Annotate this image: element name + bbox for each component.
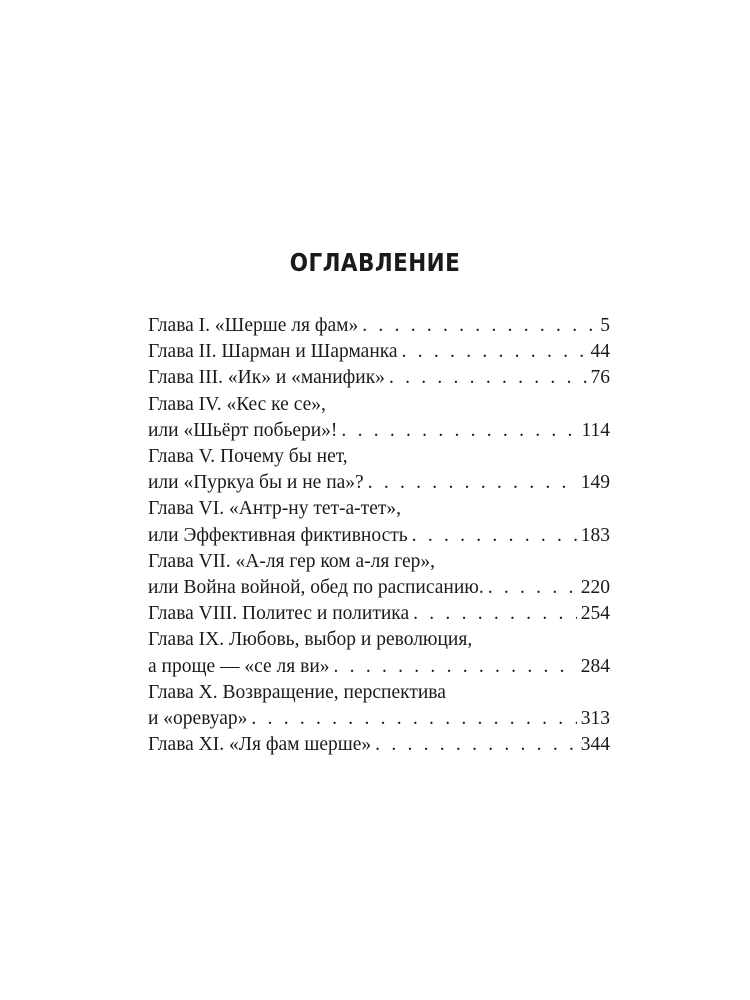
toc-entry: [148, 732, 610, 758]
toc-entry-line: [148, 496, 610, 522]
toc-entry-line: [148, 392, 610, 418]
chapter-title-text: Глава VIII. Политес и политика: [148, 603, 410, 625]
toc-entry: [148, 680, 610, 732]
toc-entry-last-line: [148, 706, 610, 732]
chapter-title-text: Глава XI. «Ля фам шерше»: [148, 734, 372, 756]
page-number: 114: [581, 419, 610, 441]
page-number: 44: [590, 341, 610, 363]
toc-entry-last-line: [148, 418, 610, 444]
chapter-title-text: Глава IV. «Кес ке се»,: [148, 393, 326, 415]
dot-leader: [389, 365, 587, 391]
dot-leader: [402, 339, 587, 365]
chapter-title-text: Глава III. «Ик» и «манифик»: [148, 367, 385, 389]
toc-entry-last-line: [148, 365, 610, 391]
toc-entry-last-line: [148, 732, 610, 758]
toc-entry-last-line: [148, 313, 610, 339]
toc-entry-last-line: [148, 339, 610, 365]
toc-entry-last-line: [148, 654, 610, 680]
chapter-title-text: Глава VI. «Антр-ну тет-а-тет»,: [148, 498, 401, 520]
dot-leader: [488, 575, 577, 601]
toc-entry-last-line: [148, 601, 610, 627]
toc-entry: [148, 339, 610, 365]
page-number: 284: [580, 655, 610, 677]
toc-entry-last-line: [148, 470, 610, 496]
page-number: 183: [580, 524, 610, 546]
toc-entry: [148, 444, 610, 496]
page-number: 344: [580, 734, 610, 756]
dot-leader: [375, 732, 577, 758]
page-number: 220: [580, 577, 610, 599]
table-of-contents: [148, 313, 610, 758]
dot-leader: [412, 523, 577, 549]
toc-entry: [148, 627, 610, 679]
toc-entry-line: [148, 680, 610, 706]
toc-entry: [148, 392, 610, 444]
dot-leader: [368, 470, 577, 496]
page-title: ОГЛАВЛЕНИЕ: [289, 248, 461, 277]
toc-entry-line: [148, 627, 610, 653]
toc-entry-last-line: [148, 523, 610, 549]
chapter-title-text: Глава X. Возвращение, перспектива: [148, 681, 446, 703]
chapter-title-text: или «Пуркуа бы и не па»?: [148, 472, 364, 494]
chapter-title-text: а проще — «се ля ви»: [148, 655, 330, 677]
dot-leader: [362, 313, 596, 339]
dot-leader: [334, 654, 577, 680]
page-number: 149: [580, 472, 610, 494]
page-number: 254: [580, 603, 610, 625]
toc-entry: [148, 496, 610, 548]
toc-entry-line: [148, 444, 610, 470]
toc-entry: [148, 365, 610, 391]
dot-leader: [251, 706, 576, 732]
dot-leader: [341, 418, 577, 444]
toc-entry: [148, 549, 610, 601]
dot-leader: [413, 601, 577, 627]
toc-entry-last-line: [148, 575, 610, 601]
page-number: 313: [580, 708, 610, 730]
chapter-title-text: или Эффективная фиктивность: [148, 524, 408, 546]
chapter-title-text: Глава I. «Шерше ля фам»: [148, 315, 359, 336]
chapter-title-text: и «оревуар»: [148, 708, 248, 730]
chapter-title-text: Глава V. Почему бы нет,: [148, 446, 348, 468]
page-number: 76: [590, 367, 610, 389]
chapter-title-text: или Война войной, обед по расписанию.: [148, 577, 484, 599]
chapter-title-text: Глава VII. «А-ля гер ком а-ля гер»,: [148, 550, 435, 572]
chapter-title-text: Глава IX. Любовь, выбор и революция,: [148, 629, 473, 651]
toc-entry: [148, 601, 610, 627]
chapter-title-text: или «Шьёрт побьери»!: [148, 419, 338, 441]
toc-entry-line: [148, 549, 610, 575]
page-number: 5: [600, 315, 610, 336]
toc-entry: [148, 313, 610, 339]
chapter-title-text: Глава II. Шарман и Шарманка: [148, 341, 398, 363]
